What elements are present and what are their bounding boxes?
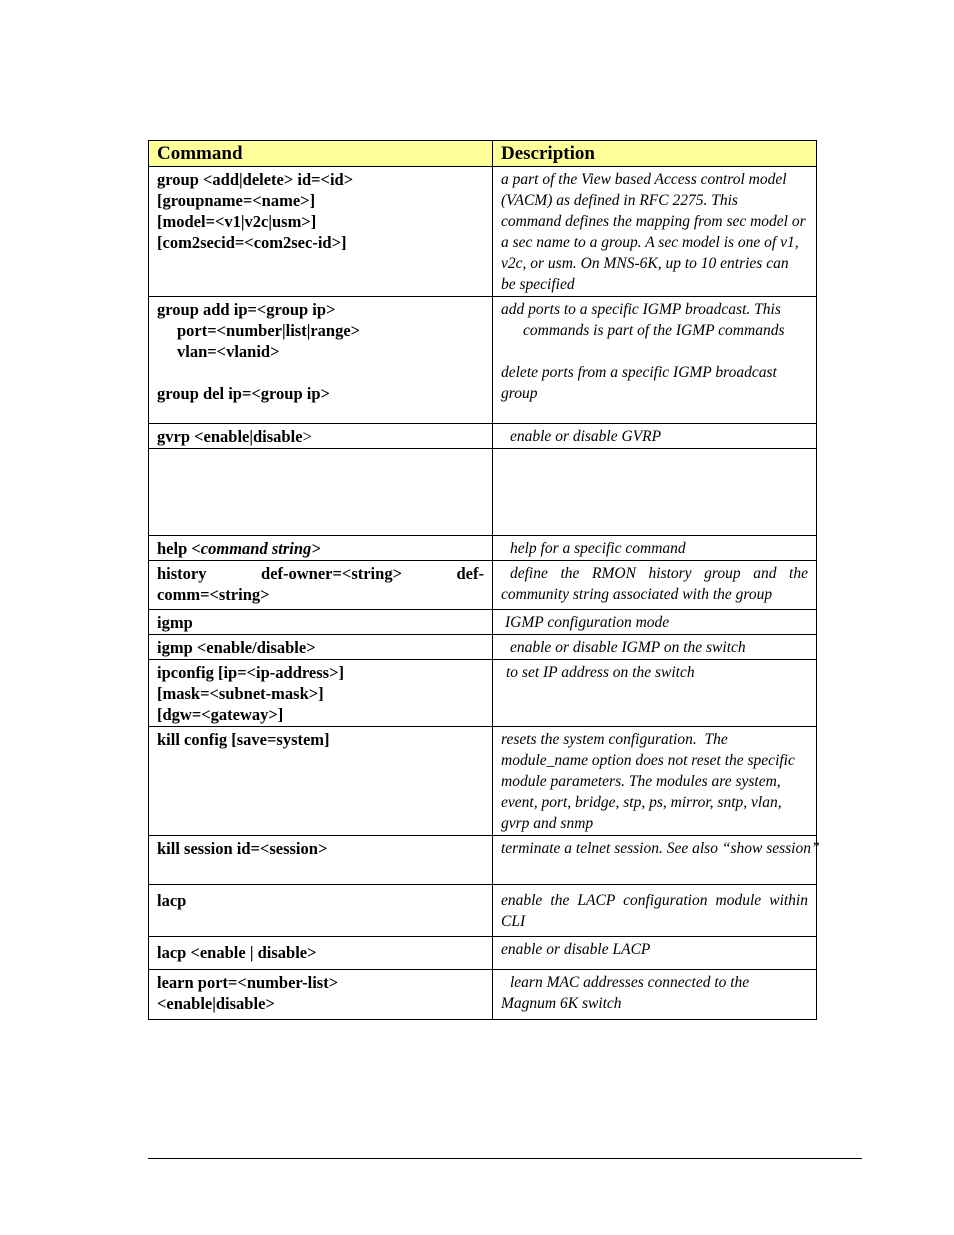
command-cell bbox=[149, 297, 493, 424]
command-cell bbox=[149, 536, 493, 561]
table-row bbox=[149, 635, 817, 660]
command-line: comm=<string> bbox=[157, 585, 270, 604]
command-cell: kill session id=<session> bbox=[149, 836, 493, 885]
command-column-header: Command bbox=[149, 141, 493, 167]
table-row bbox=[149, 610, 817, 635]
command-line: [com2secid=<com2sec-id>] bbox=[157, 233, 347, 252]
description-line: commands is part of the IGMP commands bbox=[523, 322, 785, 339]
command-line: ipconfig [ip=<ip-address>] bbox=[157, 663, 344, 682]
command-line: group del ip=<group ip> bbox=[157, 384, 330, 403]
description-line: CLI bbox=[501, 913, 526, 930]
table-row bbox=[149, 561, 817, 610]
table-row bbox=[149, 536, 817, 561]
table-row bbox=[149, 660, 817, 727]
description-line: (VACM) as defined in RFC 2275. This bbox=[501, 192, 738, 209]
command-text: help bbox=[157, 539, 192, 558]
description-column-header: Description bbox=[493, 141, 817, 167]
command-cell bbox=[149, 449, 493, 536]
description-text: terminate a telnet session. See also “show session” bbox=[501, 840, 820, 857]
table-row bbox=[149, 937, 817, 970]
description-cell bbox=[493, 610, 817, 635]
command-line: [mask=<subnet-mask>] bbox=[157, 684, 324, 703]
table-row bbox=[149, 727, 817, 836]
footer-rule bbox=[148, 1158, 862, 1159]
description-cell bbox=[493, 561, 817, 610]
table-header-row bbox=[149, 141, 817, 167]
description-line: community string associated with the group bbox=[501, 586, 773, 603]
command-text-suffix: > bbox=[302, 427, 312, 446]
command-line: learn port=<number-list> bbox=[157, 973, 339, 992]
command-line: group <add|delete> id=<id> bbox=[157, 170, 354, 189]
description-cell bbox=[493, 836, 820, 885]
table-row bbox=[149, 167, 817, 297]
description-line: v2c, or usm. On MNS-6K, up to 10 entries can bbox=[501, 255, 789, 272]
description-cell bbox=[493, 297, 817, 424]
command-argument: <command string> bbox=[191, 539, 321, 558]
description-line: learn MAC addresses connected to the bbox=[510, 974, 750, 991]
description-cell bbox=[493, 167, 817, 297]
command-cell bbox=[149, 970, 493, 1020]
command-cell bbox=[149, 167, 493, 297]
blank-line bbox=[501, 341, 808, 362]
description-cell bbox=[493, 536, 817, 561]
description-line: event, port, bridge, stp, ps, mirror, sntp, vlan, bbox=[501, 794, 782, 811]
command-table bbox=[148, 140, 820, 1020]
description-line: group bbox=[501, 385, 538, 402]
command-cell: lacp bbox=[149, 885, 493, 937]
description-line: enable the LACP configuration module within bbox=[501, 892, 808, 909]
description-line: command defines the mapping from sec model or bbox=[501, 213, 806, 230]
command-cell bbox=[149, 424, 493, 449]
description-cell bbox=[493, 970, 817, 1020]
command-cell bbox=[149, 561, 493, 610]
description-line: a part of the View based Access control model bbox=[501, 171, 787, 188]
table-row bbox=[149, 970, 817, 1020]
command-line: [dgw=<gateway>] bbox=[157, 705, 284, 724]
command-line: history def-owner=<string> def- bbox=[157, 564, 484, 583]
description-line: delete ports from a specific IGMP broadcast bbox=[501, 364, 777, 381]
description-line: Magnum 6K switch bbox=[501, 995, 622, 1012]
description-line: module_name option does not reset the specific bbox=[501, 752, 795, 769]
command-cell bbox=[149, 660, 493, 727]
table-row-empty bbox=[149, 449, 817, 536]
description-text: help for a specific command bbox=[510, 540, 686, 557]
table-row bbox=[149, 424, 817, 449]
description-cell bbox=[493, 449, 817, 536]
command-cell: kill config [save=system] bbox=[149, 727, 493, 836]
description-cell bbox=[493, 885, 817, 937]
description-line: resets the system configuration. The bbox=[501, 731, 728, 748]
description-cell bbox=[493, 660, 817, 727]
command-line: group add ip=<group ip> bbox=[157, 300, 336, 319]
description-cell: enable or disable LACP bbox=[493, 937, 817, 970]
description-cell bbox=[493, 727, 817, 836]
table-row bbox=[149, 836, 817, 885]
command-line: [groupname=<name>] bbox=[157, 191, 316, 210]
command-cell: igmp bbox=[149, 610, 493, 635]
description-line: a sec name to a group. A sec model is one of v1, bbox=[501, 234, 799, 251]
command-cell: lacp <enable | disable> bbox=[149, 937, 493, 970]
description-text: IGMP configuration mode bbox=[505, 614, 670, 631]
description-line: add ports to a specific IGMP broadcast. This bbox=[501, 301, 781, 318]
description-cell bbox=[493, 424, 817, 449]
description-line: gvrp and snmp bbox=[501, 815, 594, 832]
command-cell: igmp <enable/disable> bbox=[149, 635, 493, 660]
table-row bbox=[149, 297, 817, 424]
blank-line bbox=[157, 362, 484, 383]
description-text: enable or disable IGMP on the switch bbox=[510, 639, 746, 656]
command-text: gvrp <enable|disable bbox=[157, 427, 303, 446]
table-row bbox=[149, 885, 817, 937]
command-line: port=<number|list|range> bbox=[177, 321, 361, 340]
description-text: enable or disable GVRP bbox=[510, 428, 662, 445]
description-text: to set IP address on the switch bbox=[506, 664, 695, 681]
command-line: <enable|disable> bbox=[157, 994, 275, 1013]
command-line: vlan=<vlanid> bbox=[177, 342, 280, 361]
command-line: [model=<v1|v2c|usm>] bbox=[157, 212, 317, 231]
description-line: define the RMON history group and the bbox=[510, 565, 808, 582]
description-cell bbox=[493, 635, 817, 660]
description-line: module parameters. The modules are system, bbox=[501, 773, 781, 790]
description-line: be specified bbox=[501, 276, 575, 293]
